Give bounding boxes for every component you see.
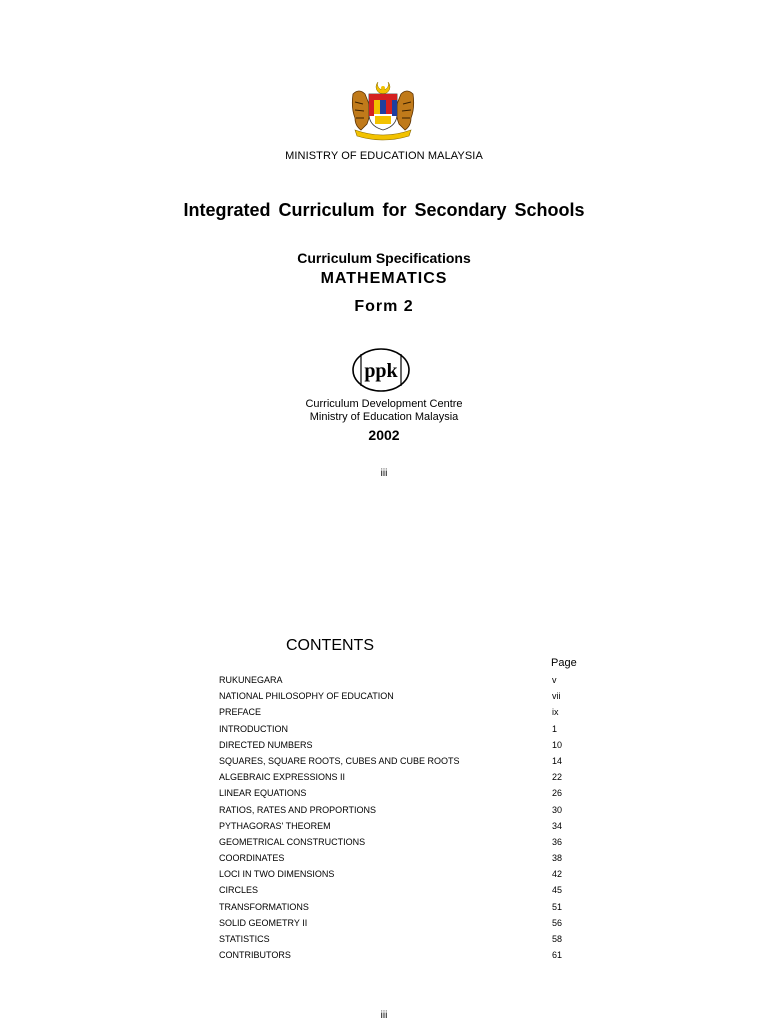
toc-entry-page: 38 <box>552 853 563 864</box>
coat-of-arms-logo <box>345 80 421 142</box>
document-title: Integrated Curriculum for Secondary Schools <box>183 200 585 220</box>
toc-entry-page: 22 <box>552 772 563 783</box>
toc-entry-page: 14 <box>552 755 563 766</box>
toc-entry-title: COORDINATES <box>219 853 285 864</box>
toc-entry-title: INTRODUCTION <box>219 723 288 734</box>
toc-row <box>219 721 579 737</box>
toc-row <box>219 834 579 850</box>
toc-entry-title: CIRCLES <box>219 885 259 896</box>
form-level: Form 2 <box>354 298 414 315</box>
toc-entry-title: DIRECTED NUMBERS <box>219 739 313 750</box>
toc-row <box>219 882 579 898</box>
toc-row <box>219 899 579 915</box>
centre-name: Curriculum Development Centre <box>305 398 463 410</box>
contents-title: CONTENTS <box>286 637 374 654</box>
toc-row <box>219 737 579 753</box>
toc-entry-title: GEOMETRICAL CONSTRUCTIONS <box>219 836 366 847</box>
toc-entry-title: RUKUNEGARA <box>219 675 283 685</box>
toc-row <box>219 850 579 866</box>
toc-entry-title: SQUARES, SQUARE ROOTS, CUBES AND CUBE ROOTS <box>219 755 460 766</box>
toc-entry-page: vii <box>552 691 561 702</box>
ministry-name: MINISTRY OF EDUCATION MALAYSIA <box>285 150 483 162</box>
toc-entry-title: SOLID GEOMETRY II <box>219 917 308 928</box>
toc-row <box>219 931 579 947</box>
toc-row <box>219 947 579 963</box>
toc-entry-page: 58 <box>552 934 563 944</box>
toc-row <box>219 802 579 818</box>
toc-entry-title: PREFACE <box>219 707 262 718</box>
toc-row <box>219 915 579 931</box>
toc-entry-title: LOCI IN TWO DIMENSIONS <box>219 869 335 880</box>
table-of-contents <box>219 672 579 963</box>
toc-row <box>219 785 579 801</box>
toc-entry-page: 26 <box>552 788 563 799</box>
toc-entry-title: TRANSFORMATIONS <box>219 901 309 912</box>
toc-entry-page: 36 <box>552 836 563 847</box>
toc-entry-page: 1 <box>552 723 558 734</box>
toc-entry-title: STATISTICS <box>219 934 270 944</box>
toc-entry-title: NATIONAL PHILOSOPHY OF EDUCATION <box>219 691 394 702</box>
toc-entry-page: 42 <box>552 869 563 880</box>
document-subtitle: Curriculum Specifications <box>297 250 471 266</box>
toc-entry-title: CONTRIBUTORS <box>219 950 291 961</box>
toc-entry-page: 51 <box>552 901 563 912</box>
toc-entry-page: 10 <box>552 739 563 750</box>
toc-entry-title: ALGEBRAIC EXPRESSIONS II <box>219 772 346 783</box>
toc-entry-title: LINEAR EQUATIONS <box>219 788 307 799</box>
page-number-top: iii <box>380 468 388 479</box>
contents-page-header: Page <box>551 657 577 669</box>
toc-entry-page: 61 <box>552 950 563 961</box>
toc-entry-title: PYTHAGORAS' THEOREM <box>219 820 331 831</box>
ppk-logo-text: ppk <box>364 360 398 382</box>
toc-entry-page: 34 <box>552 820 563 831</box>
page-number-bottom: iii <box>380 1010 388 1021</box>
toc-entry-title: RATIOS, RATES AND PROPORTIONS <box>219 804 377 815</box>
toc-row <box>219 688 579 704</box>
toc-entry-page: ix <box>552 707 559 718</box>
toc-row <box>219 704 579 720</box>
toc-entry-page: 56 <box>552 917 563 928</box>
toc-entry-page: 30 <box>552 804 563 815</box>
toc-entry-page: v <box>552 675 557 685</box>
toc-entry-page: 45 <box>552 885 563 896</box>
toc-row <box>219 769 579 785</box>
toc-row <box>219 672 579 688</box>
toc-row <box>219 818 579 834</box>
publication-year: 2002 <box>368 427 400 443</box>
subject-title: MATHEMATICS <box>320 270 448 287</box>
toc-row <box>219 866 579 882</box>
centre-ministry: Ministry of Education Malaysia <box>309 411 459 423</box>
toc-row <box>219 753 579 769</box>
ppk-logo <box>351 346 411 394</box>
